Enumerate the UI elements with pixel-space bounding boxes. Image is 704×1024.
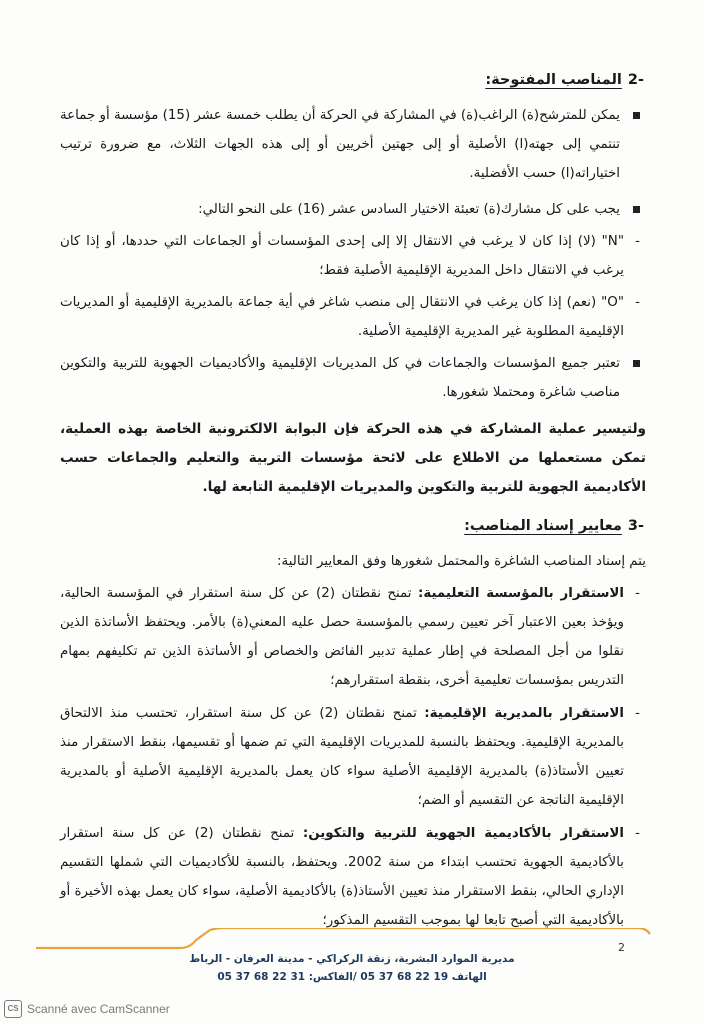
criterion-text: تمنح نقطتان (2) عن كل سنة استقرار بالأكاديمية الجهوية تحتسب ابتداء من سنة 2002. ويحتفظ، بالنسبة للأكاديميات التي شملها التقسيم الإداري الحالي، بنقط الاستقرار منذ تعيين الأستاذ(ة) بالأكاديمية الأصلية، سواء كان يعمل بهذه الأخيرة أو بالأكاديمية التي أصبح تابعا لها بموجب التقسيم المذكور؛ [60,826,624,928]
section-2-number: -2 [627,72,644,88]
option-n-text: "N" (لا) إذا كان لا يرغب في الانتقال إلا إلى إحدى المؤسسات أو الجماعات التي حددها، أو إذا كان يرغب في الانتقال داخل المديرية الإقليمية الأصلية فقط؛ [60,234,624,278]
camscanner-watermark [4,1000,170,1018]
document-body [60,66,646,939]
square-bullet-icon [633,112,640,119]
portal-note: ولتيسير عملية المشاركة في هذه الحركة فإن البوابة الالكترونية الخاصة بهذه العملية، تمكن مستعملها من الاطلاع على لائحة مؤسسات التربية والتعليم والجماعات حسب الأكاديمية الجهوية للتربية والتكوين والمديريات الإقليمية التابعة لها. [60,421,646,495]
criterion-item [60,579,646,695]
square-bullet-icon [633,360,640,367]
watermark-text: Scanné avec CamScanner [27,1002,170,1016]
section-3-heading [60,512,646,541]
square-bullet-icon [633,206,640,213]
dash-marker: - [635,706,640,721]
page-footer [30,928,674,992]
section-2-title: المناصب المفتوحة: [485,72,622,88]
criterion-text: تمنح نقطتان (2) عن كل سنة استقرار في المؤسسة الحالية، ويؤخذ بعين الاعتبار آخر تعيين رسمي بالمؤسسة حصل عليه المعني(ة) بالأمر. ويحتفظ الأساتذة الذين نقلوا من أجل المصلحة في إطار عملية تدبير الفائض والخصاص أو الأساتذة الذين تم تكليفهم بمهام التدريس بمؤسسات تعليمية أخرى، بنقطة استقرارهم؛ [60,586,624,688]
footer-line-1: مديرية الموارد البشرية، زنقة الركراكي - مدينة العرفان - الرباط [189,953,515,965]
page-number: 2 [618,941,625,954]
option-item [60,227,646,285]
dash-marker: - [635,586,640,601]
bullet-item [60,349,646,407]
criterion-label: الاستقرار بالمديرية الإقليمية: [424,706,624,721]
criterion-item [60,819,646,935]
camscanner-logo-icon: CS [4,1000,22,1018]
section-3-title: معايير إسناد المناصب: [464,518,622,534]
dash-marker: - [635,826,640,841]
section-3-number: -3 [627,518,644,534]
option-item [60,288,646,346]
footer-address [30,950,674,986]
criteria-intro: يتم إسناد المناصب الشاغرة والمحتمل شغورها وفق المعايير التالية: [277,554,646,569]
bullet-text-3: تعتبر جميع المؤسسات والجماعات في كل المديريات الإقليمية والأكاديميات الجهوية للتربية والتكوين مناصب شاغرة ومحتملا شغورها. [60,356,620,400]
bullet-text-2: يجب على كل مشارك(ة) تعبئة الاختيار السادس عشر (16) على النحو التالي: [198,202,620,217]
bullet-text-1: يمكن للمترشح(ة) الراغب(ة) في المشاركة في الحركة أن يطلب خمسة عشر (15) مؤسسة أو جماعة تنتمي إلى جهته(ا) الأصلية أو إلى جهتين أخريين أو إلى هذه الجهات الثلاث، مع ضرورة ترتيب اختياراته(ا) حسب الأفضلية. [60,108,620,181]
criterion-item [60,699,646,815]
criterion-text: تمنح نقطتان (2) عن كل سنة استقرار، تحتسب منذ الالتحاق بالمديرية الإقليمية. ويحتفظ بالنسبة للمديريات الإقليمية التي تم ضمها أو تقسيمها، بنقط الاستقرار منذ تعيين الأستاذ(ة) بالمديرية الإقليمية الأصلية سواء كان يعمل بالمديرية الإقليمية الأصلية أو بالمديرية الإقليمية الناتجة عن التقسيم أو الضم؛ [60,706,624,808]
dash-marker: - [635,295,640,310]
criterion-label: الاستقرار بالمؤسسة التعليمية: [417,586,624,601]
criterion-label: الاستقرار بالأكاديمية الجهوية للتربية والتكوين: [302,826,624,841]
dash-marker: - [635,234,640,249]
option-o-text: "O" (نعم) إذا كان يرغب في الانتقال إلى منصب شاغر في أية جماعة بالمديرية الإقليمية أو المديريات الإقليمية المطلوبة غير المديرية الإقليمية الأصلية. [60,295,624,339]
footer-line-2: الهاتف 19 22 68 37 05 /الفاكس: 31 22 68 37 05 [217,971,487,983]
bullet-item [60,101,646,188]
section-2-heading [60,66,646,95]
bullet-item [60,195,646,224]
